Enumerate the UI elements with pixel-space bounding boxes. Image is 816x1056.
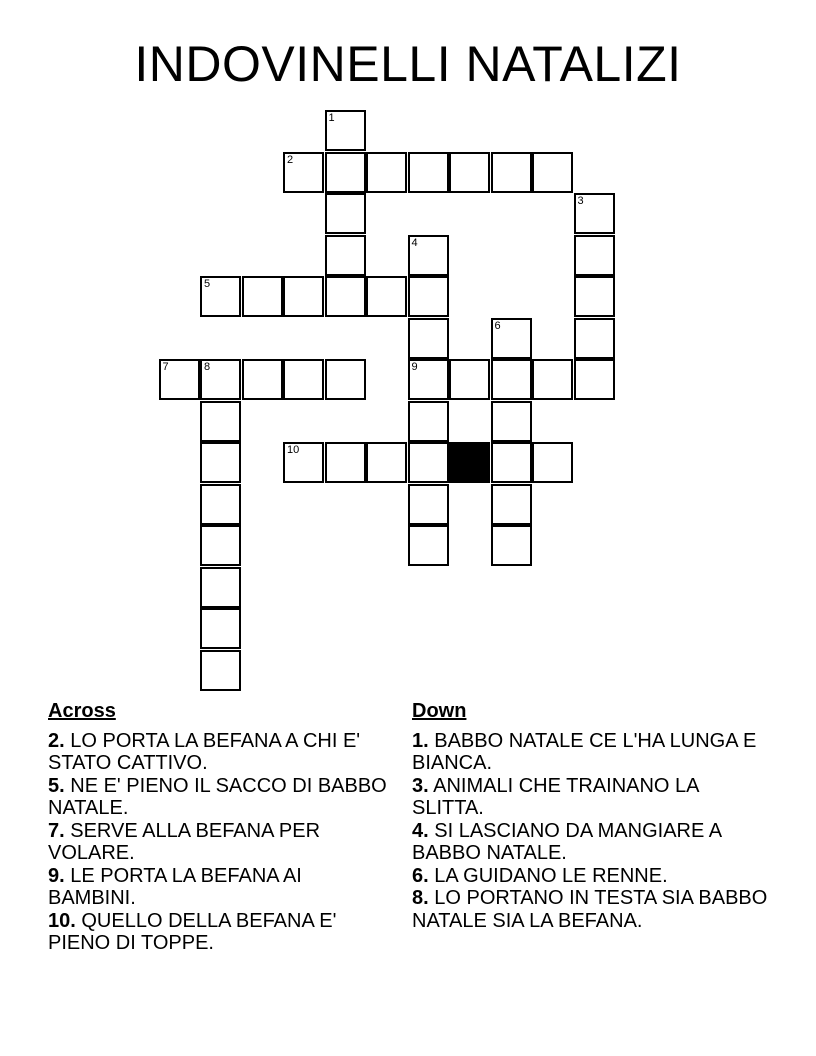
clue-number: 8. (412, 887, 429, 909)
grid-cell[interactable] (532, 152, 573, 193)
grid-cell[interactable] (159, 359, 200, 400)
cell-number: 3 (577, 195, 584, 207)
grid-cell[interactable] (242, 359, 283, 400)
grid-cell[interactable] (574, 235, 615, 276)
cell-number: 9 (411, 361, 418, 373)
grid-cell[interactable] (408, 152, 449, 193)
grid-cell[interactable] (491, 152, 532, 193)
clue-number: 4. (412, 819, 429, 842)
down-heading: Down (412, 700, 467, 722)
grid-cell[interactable] (200, 608, 241, 649)
cell-number: 5 (204, 278, 211, 290)
grid-cell[interactable] (325, 359, 366, 400)
grid-cell[interactable] (532, 442, 573, 483)
down-clue (412, 730, 772, 775)
grid-cell[interactable] (408, 276, 449, 317)
clue-number: 3. (412, 774, 429, 797)
grid-cell[interactable] (491, 442, 532, 483)
clue-number: 9. (48, 864, 65, 887)
clue-number: 5. (48, 774, 65, 797)
page-title: INDOVINELLI NATALIZI (134, 36, 682, 92)
down-clue (412, 865, 772, 888)
grid-cell[interactable] (200, 567, 241, 608)
clue-text: NE E' PIENO IL SACCO DI BABBO NATALE. (48, 774, 387, 819)
grid-cell[interactable] (408, 484, 449, 525)
cell-number: 4 (411, 236, 418, 249)
clue-number: 7. (48, 819, 65, 842)
across-clue (48, 865, 393, 910)
cell-number: 7 (162, 361, 169, 373)
grid-cell[interactable] (408, 318, 449, 359)
down-clues (412, 700, 772, 932)
black-cell (449, 442, 490, 483)
grid-cell[interactable] (200, 359, 241, 400)
grid-cell[interactable] (366, 152, 407, 193)
clue-text: LO PORTA LA BEFANA A CHI E' STATO CATTIVO. (48, 729, 361, 774)
clue-number: 1. (412, 729, 429, 752)
across-clues (48, 700, 393, 955)
grid-cell[interactable] (574, 193, 615, 234)
grid-cell[interactable] (366, 276, 407, 317)
cell-number: 10 (287, 444, 300, 456)
cell-number: 1 (328, 112, 335, 124)
grid-cell[interactable] (283, 442, 324, 483)
grid-cell[interactable] (200, 484, 241, 525)
grid-cell[interactable] (200, 401, 241, 442)
clue-text: LA GUIDANO LE RENNE. (428, 864, 668, 887)
clue-number: 6. (412, 864, 429, 887)
across-clue (48, 730, 393, 775)
clue-text: SERVE ALLA BEFANA PER VOLARE. (48, 819, 321, 864)
grid-cell[interactable] (325, 110, 366, 151)
grid-cell[interactable] (325, 442, 366, 483)
grid-cell[interactable] (408, 525, 449, 566)
grid-cell[interactable] (574, 318, 615, 359)
down-clue (412, 820, 772, 865)
clue-text: BABBO NATALE CE L'HA LUNGA E BIANCA. (412, 729, 757, 774)
grid-cell[interactable] (491, 318, 532, 359)
across-clue (48, 910, 393, 955)
grid-cell[interactable] (325, 276, 366, 317)
clue-text: LO PORTANO IN TESTA SIA BABBO NATALE SIA LA BEFANA. (412, 887, 768, 932)
grid-cell[interactable] (325, 193, 366, 234)
cell-number: 2 (287, 153, 294, 166)
down-clue (412, 775, 772, 820)
clue-text: ANIMALI CHE TRAINANO LA SLITTA. (412, 774, 699, 819)
grid-cell[interactable] (574, 359, 615, 400)
across-clue (48, 775, 393, 820)
grid-cell[interactable] (283, 359, 324, 400)
grid-cell[interactable] (242, 276, 283, 317)
grid-cell[interactable] (574, 276, 615, 317)
grid-cell[interactable] (491, 359, 532, 400)
grid-cell[interactable] (491, 401, 532, 442)
grid-cell[interactable] (408, 442, 449, 483)
grid-cell[interactable] (449, 359, 490, 400)
grid-cell[interactable] (366, 442, 407, 483)
grid-cell[interactable] (325, 235, 366, 276)
grid-cell[interactable] (283, 276, 324, 317)
clue-number: 2. (48, 729, 65, 752)
grid-cell[interactable] (408, 359, 449, 400)
grid-cell[interactable] (408, 235, 449, 276)
grid-cell[interactable] (449, 152, 490, 193)
down-clue (412, 887, 772, 932)
grid-cell[interactable] (200, 276, 241, 317)
cell-number: 6 (494, 319, 501, 332)
grid-cell[interactable] (491, 525, 532, 566)
grid-cell[interactable] (200, 650, 241, 691)
clue-number: 10. (48, 909, 76, 932)
grid-cell[interactable] (200, 525, 241, 566)
grid-cell[interactable] (408, 401, 449, 442)
across-heading: Across (48, 700, 116, 722)
clue-text: QUELLO DELLA BEFANA E' PIENO DI TOPPE. (48, 909, 337, 954)
grid-cell[interactable] (491, 484, 532, 525)
clue-text: SI LASCIANO DA MANGIARE A BABBO NATALE. (412, 819, 722, 864)
clue-text: LE PORTA LA BEFANA AI BAMBINI. (48, 864, 302, 909)
grid-cell[interactable] (200, 442, 241, 483)
grid-cell[interactable] (283, 152, 324, 193)
grid-cell[interactable] (532, 359, 573, 400)
grid-cell[interactable] (325, 152, 366, 193)
across-clue (48, 820, 393, 865)
cell-number: 8 (204, 361, 211, 373)
